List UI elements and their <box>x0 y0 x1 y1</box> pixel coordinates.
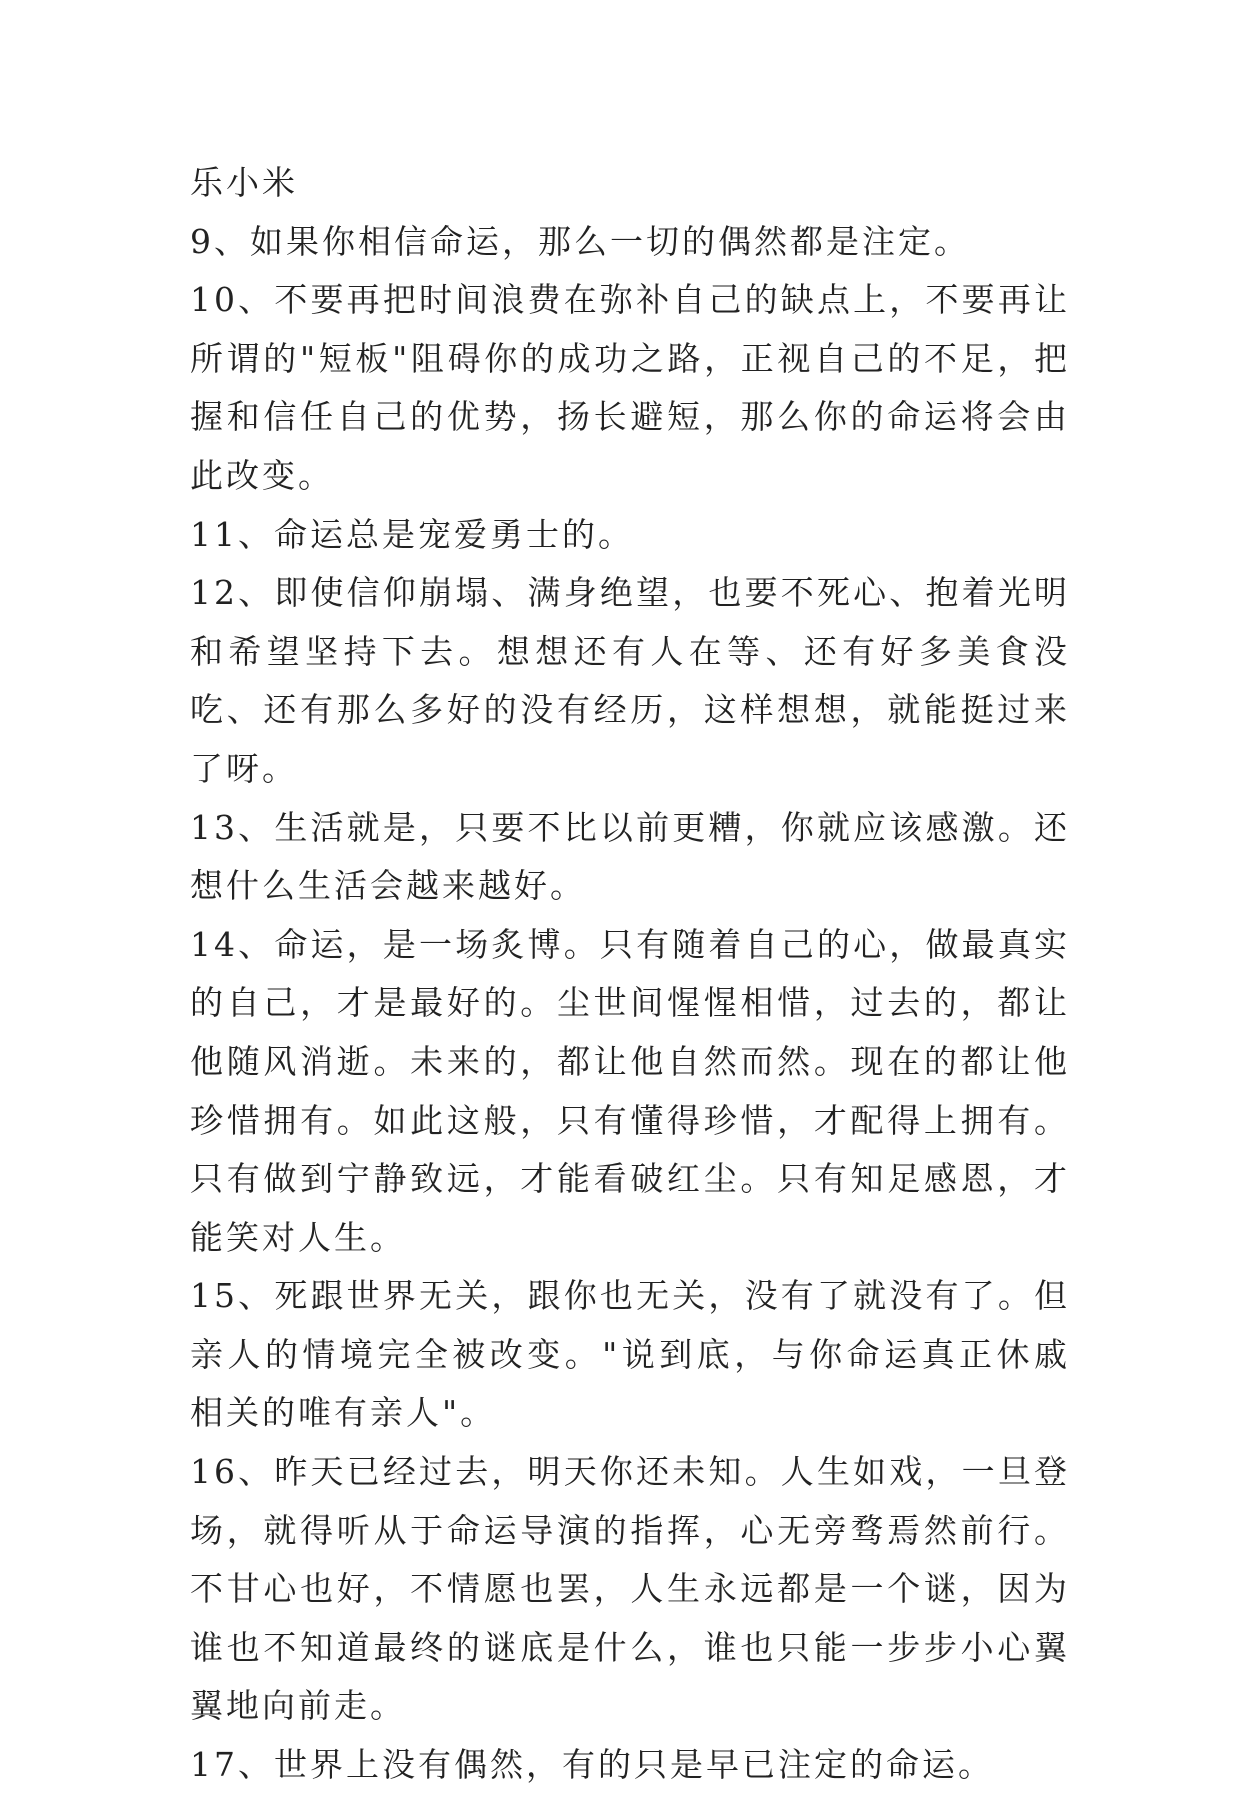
author-line: 乐小米 <box>190 163 298 202</box>
quote-13: 13、生活就是，只要不比以前更糟，你就应该感激。还想什么生活会越来越好。 <box>190 807 1070 906</box>
quote-16: 16、昨天已经过去，明天你还未知。人生如戏，一旦登场，就得听从于命运导演的指挥，心无旁骛焉然前行。不甘心也好，不情愿也罢，人生永远都是一个谜，因为谁也不知道最终的谜底是什么，谁也只能一步步小心翼翼地向前走。 <box>190 1452 1070 1726</box>
quote-15: 15、死跟世界无关，跟你也无关，没有了就没有了。但亲人的情境完全被改变。"说到底，与你命运真正休戚相关的唯有亲人"。 <box>190 1276 1070 1433</box>
quote-17: 17、世界上没有偶然，有的只是早已注定的命运。 <box>190 1745 994 1785</box>
quote-9: 9、如果你相信命运，那么一切的偶然都是注定。 <box>190 221 970 261</box>
quote-12: 12、即使信仰崩塌、满身绝望，也要不死心、抱着光明和希望坚持下去。想想还有人在等、还有好多美食没吃、还有那么多好的没有经历，这样想想，就能挺过来了呀。 <box>190 573 1070 788</box>
quote-11: 11、命运总是宠爱勇士的。 <box>190 514 634 554</box>
quote-10: 10、不要再把时间浪费在弥补自己的缺点上，不要再让所谓的"短板"阻碍你的成功之路，正视自己的不足，把握和信任自己的优势，扬长避短，那么你的命运将会由此改变。 <box>190 280 1070 495</box>
quote-14: 14、命运，是一场炙博。只有随着自己的心，做最真实的自己，才是最好的。尘世间惺惺相惜，过去的，都让他随风消逝。未来的，都让他自然而然。现在的都让他珍惜拥有。如此这般，只有懂得珍惜，才配得上拥有。只有做到宁静致远，才能看破红尘。只有知足感恩，才能笑对人生。 <box>190 924 1070 1257</box>
document-body <box>190 154 1070 1795</box>
